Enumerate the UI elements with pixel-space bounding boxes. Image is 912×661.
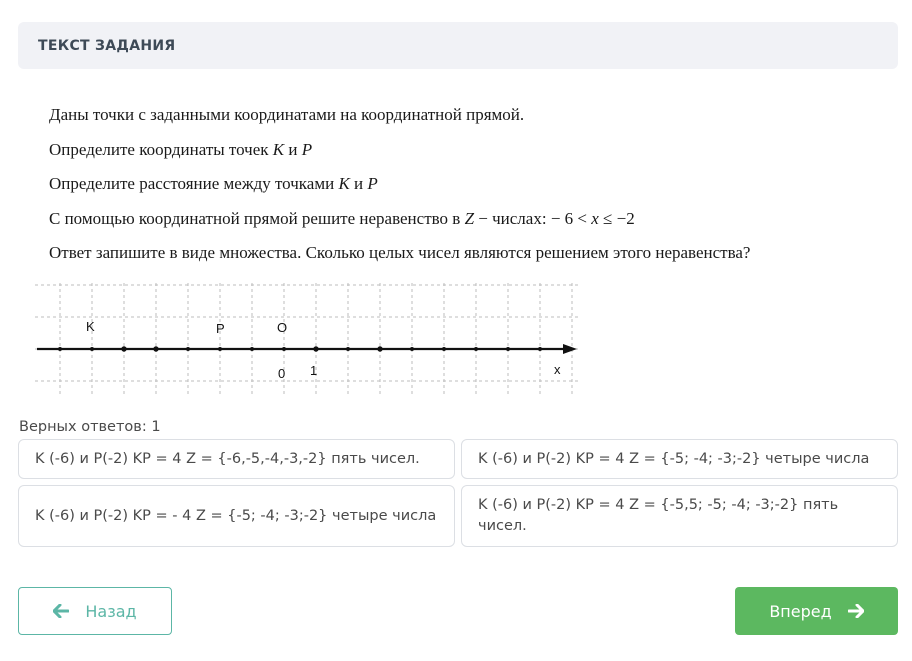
point-o-label: O xyxy=(277,320,288,335)
answer-option-2[interactable] xyxy=(461,439,898,479)
back-button[interactable] xyxy=(18,587,172,635)
answer-option-text: K (-6) и P(-2) KP = - 4 Z = {-5; -4; -3;-2} четыре числа xyxy=(35,507,437,524)
correct-answers-count: Верных ответов: 1 xyxy=(19,419,161,435)
answer-option-1[interactable] xyxy=(18,439,455,479)
task-line-4: С помощью координатной прямой решите неравенство в Z − числах: − 6 < x ≤ −2 xyxy=(49,208,635,228)
task-text xyxy=(49,104,869,277)
task-header xyxy=(18,22,898,69)
axis-arrow-icon xyxy=(563,344,577,354)
back-button-label: Назад xyxy=(85,601,137,621)
task-line-3: Определите расстояние между точками K и P xyxy=(49,174,378,193)
point-p-label: P xyxy=(216,321,225,336)
axis-x-label: x xyxy=(554,362,561,377)
next-button[interactable] xyxy=(735,587,898,635)
answer-option-text: K (-6) и P(-2) KP = 4 Z = {-5,5; -5; -4; -3;-2} пять чисел. xyxy=(478,497,839,534)
tick-zero-label: 0 xyxy=(278,366,286,381)
arrow-left-icon xyxy=(53,604,69,618)
next-button-label: Вперед xyxy=(769,601,832,621)
number-line-figure xyxy=(35,283,580,398)
task-header-title: ТЕКСТ ЗАДАНИЯ xyxy=(38,37,176,54)
task-line-1: Даны точки с заданными координатами на координатной прямой. xyxy=(49,105,525,124)
grid xyxy=(35,283,580,395)
answer-option-text: K (-6) и P(-2) KP = 4 Z = {-5; -4; -3;-2} четыре числа xyxy=(478,450,870,467)
tick-one-label: 1 xyxy=(310,363,318,378)
point-k-label: K xyxy=(86,319,95,334)
answer-option-text: K (-6) и P(-2) KP = 4 Z = {-6,-5,-4,-3,-2} пять чисел. xyxy=(35,450,420,467)
arrow-right-icon xyxy=(848,604,864,618)
task-line-5: Ответ запишите в виде множества. Сколько целых чисел являются решением этого неравенства? xyxy=(49,243,751,262)
answer-option-3[interactable] xyxy=(18,485,455,547)
task-line-2: Определите координаты точек K и P xyxy=(49,139,313,159)
answer-option-4[interactable] xyxy=(461,485,898,547)
